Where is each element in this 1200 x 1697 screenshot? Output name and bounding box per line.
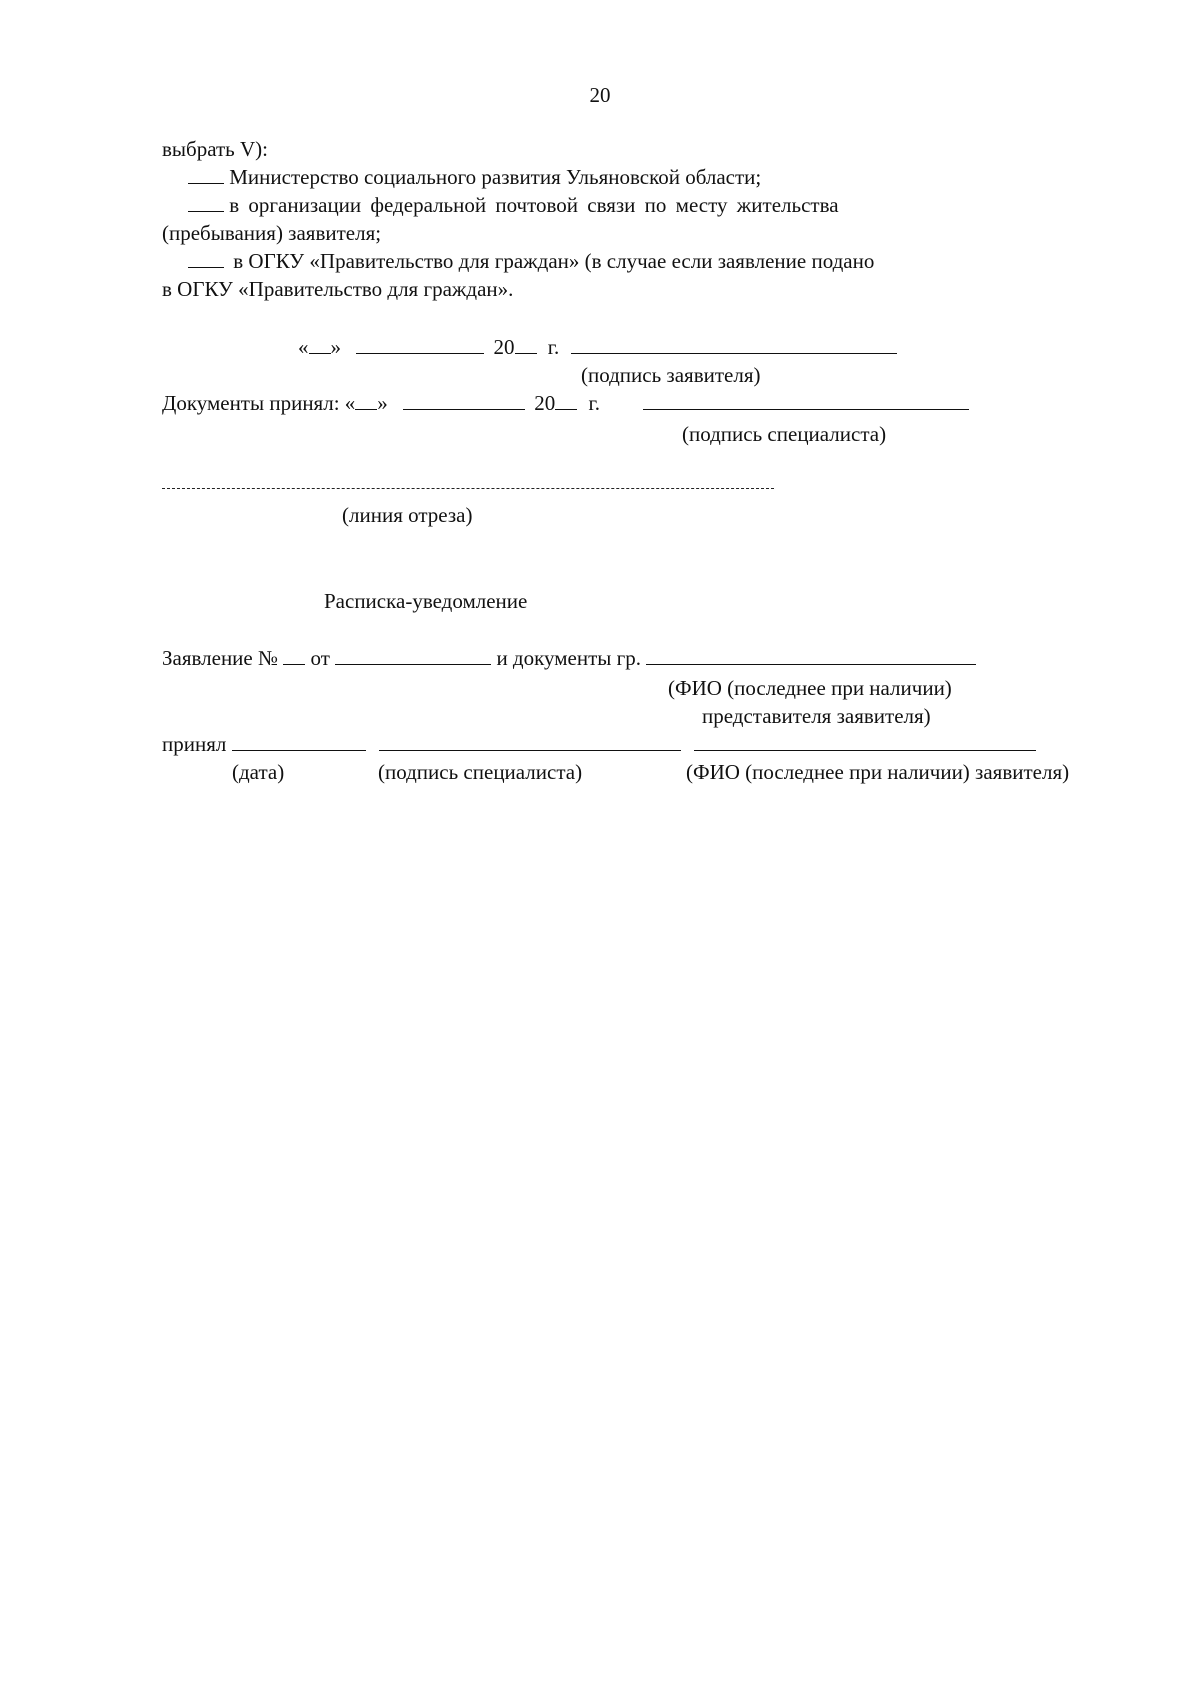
year-suffix: г. xyxy=(547,335,560,359)
choice-option-post-label: в организации федеральной почтовой связи по месту жительства xyxy=(229,193,839,217)
from-label: от xyxy=(310,646,330,670)
quote-open-2: « xyxy=(344,391,356,415)
docs-month-field[interactable] xyxy=(403,391,525,410)
day-field[interactable] xyxy=(309,335,331,354)
docs-year-suffix: г. xyxy=(588,391,601,415)
date-caption: (дата) xyxy=(232,760,285,784)
receipt-accepted-row xyxy=(162,731,1036,757)
choice-option-ministry-label: Министерство социального развития Ульяновской области; xyxy=(229,165,762,189)
representative-name-field[interactable] xyxy=(646,646,976,665)
docs-received-label: Документы принял: xyxy=(162,391,340,415)
accepted-label: принял xyxy=(162,732,227,756)
docs-day-field[interactable] xyxy=(355,391,377,410)
choice-option-ministry xyxy=(188,164,761,190)
checkbox-blank-post[interactable] xyxy=(188,193,224,212)
choice-option-mfc-label: в ОГКУ «Правительство для граждан» (в случае если заявление подано xyxy=(233,249,875,273)
applicant-name-caption: (ФИО (последнее при наличии) заявителя) xyxy=(686,760,1070,784)
application-label: Заявление № xyxy=(162,646,279,670)
quote-close-2: » xyxy=(377,391,388,415)
cut-line-caption: (линия отреза) xyxy=(342,503,473,527)
year-field[interactable] xyxy=(515,335,537,354)
choice-option-mfc xyxy=(188,248,874,274)
choice-option-post xyxy=(188,192,839,218)
applicant-date-row xyxy=(298,334,897,360)
application-number-field[interactable] xyxy=(283,646,305,665)
receipt-title: Расписка-уведомление xyxy=(324,589,528,613)
quote-open: « xyxy=(298,335,309,359)
cut-line xyxy=(162,488,774,489)
checkbox-blank-mfc[interactable] xyxy=(188,249,224,268)
docs-year-prefix: 20 xyxy=(534,391,556,415)
choice-intro: выбрать V): xyxy=(162,137,268,161)
choice-option-post-cont: (пребывания) заявителя; xyxy=(162,221,382,245)
application-date-field[interactable] xyxy=(335,646,491,665)
quote-close: » xyxy=(330,335,341,359)
choice-option-mfc-cont: в ОГКУ «Правительство для граждан». xyxy=(162,277,514,301)
month-field[interactable] xyxy=(356,335,484,354)
documents-label: и документы гр. xyxy=(496,646,641,670)
accepted-specialist-signature-field[interactable] xyxy=(379,732,681,751)
docs-year-field[interactable] xyxy=(555,391,577,410)
representative-caption-line1: (ФИО (последнее при наличии) xyxy=(668,676,952,700)
receipt-application-row xyxy=(162,645,976,671)
representative-caption-line2: представителя заявителя) xyxy=(702,704,931,728)
year-prefix: 20 xyxy=(493,335,515,359)
applicant-signature-field[interactable] xyxy=(571,335,897,354)
applicant-name-field[interactable] xyxy=(694,732,1036,751)
checkbox-blank-ministry[interactable] xyxy=(188,165,224,184)
specialist-signature-caption: (подпись специалиста) xyxy=(682,422,887,446)
docs-received-row xyxy=(162,390,969,416)
accepted-date-field[interactable] xyxy=(232,732,366,751)
page-number: 20 xyxy=(589,83,611,107)
specialist-signature-field[interactable] xyxy=(643,391,969,410)
receipt-specialist-signature-caption: (подпись специалиста) xyxy=(378,760,583,784)
applicant-signature-caption: (подпись заявителя) xyxy=(581,363,761,387)
